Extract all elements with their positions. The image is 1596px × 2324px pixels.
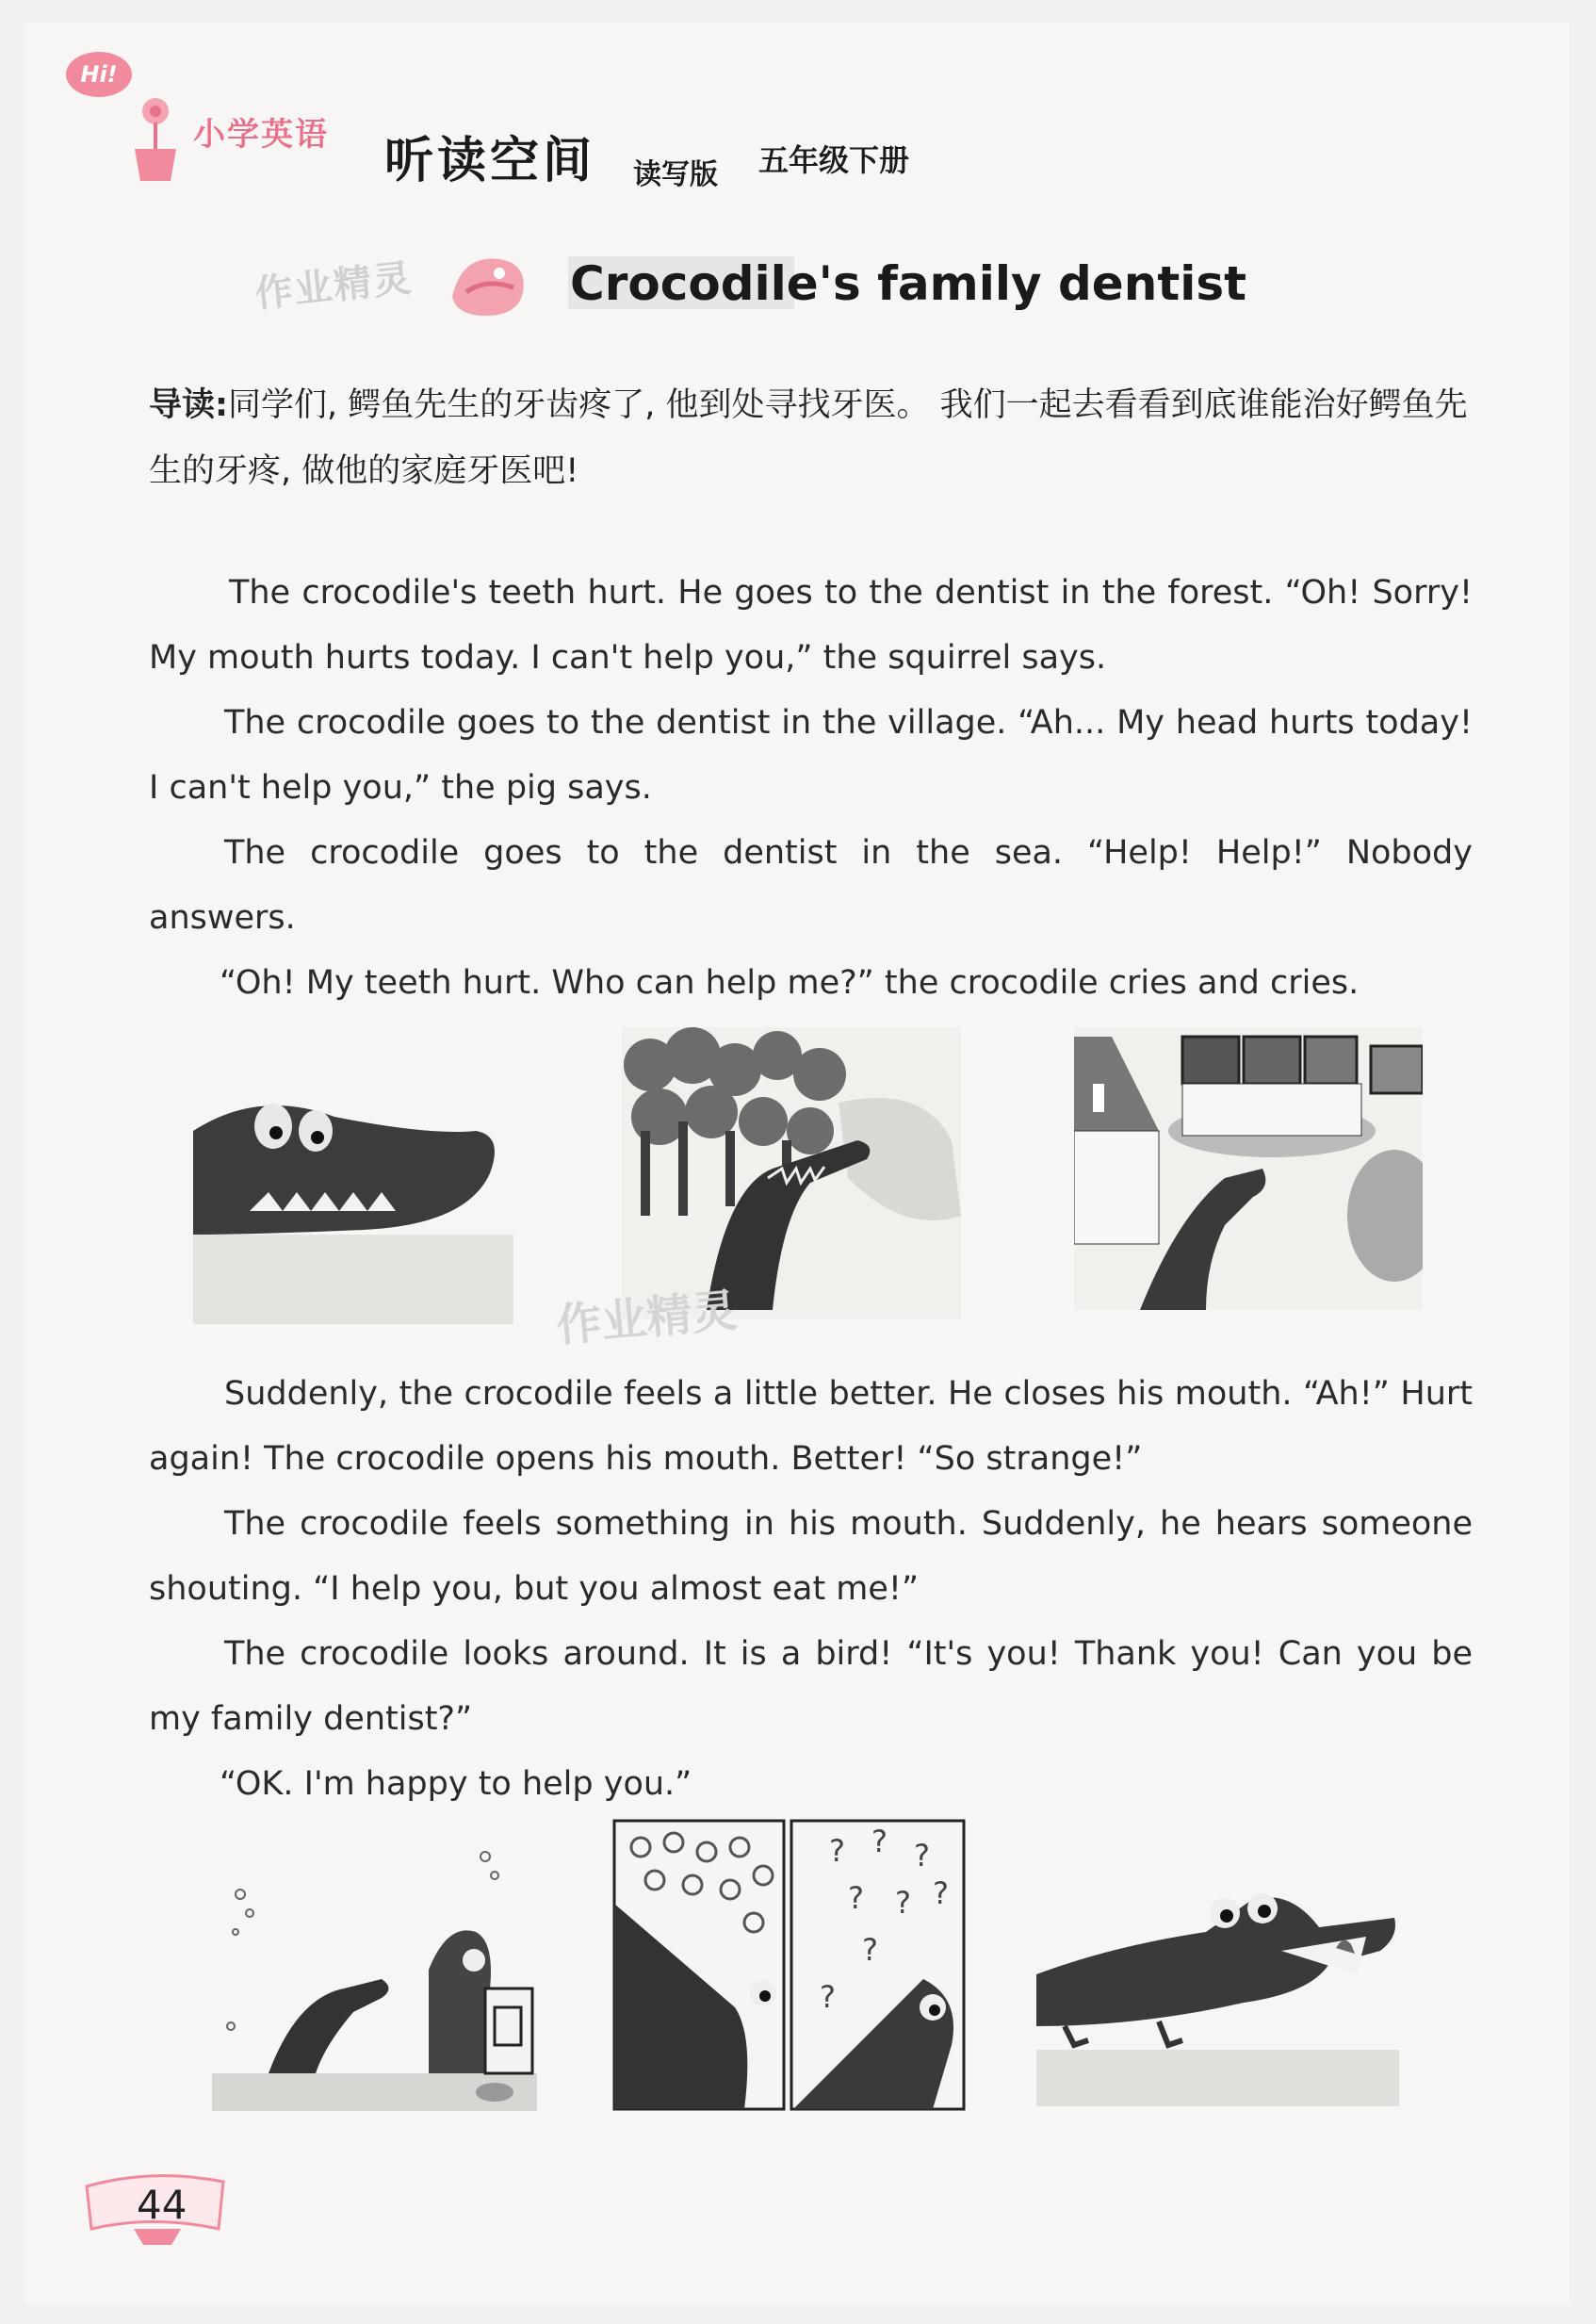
flower-pot-icon xyxy=(127,94,184,184)
svg-text:?: ? xyxy=(862,1932,878,1968)
story-paragraph-5: Suddenly, the crocodile feels a little better. He closes his mouth. “Ah!” Hurt again! The crocodile opens his mouth. Better! “So strange!” xyxy=(149,1375,1473,1478)
svg-text:?: ? xyxy=(895,1885,911,1921)
book-title: 听读空间 xyxy=(384,132,596,189)
svg-text:?: ? xyxy=(914,1838,930,1874)
page-number: 44 xyxy=(137,2182,187,2228)
story-paragraph-7: The crocodile looks around. It is a bird! “It's you! Thank you! Can you be my family dentist?” xyxy=(149,1635,1473,1738)
svg-text:?: ? xyxy=(933,1875,949,1911)
forest-crocodile-illustration xyxy=(622,1027,961,1319)
story-paragraph-3: The crocodile goes to the dentist in the sea. “Help! Help!” Nobody answers. xyxy=(149,834,1473,937)
grade-label: 五年级下册 xyxy=(758,142,910,178)
crocodile-and-bird-illustration xyxy=(1036,1861,1399,2106)
sea-crocodile-illustration xyxy=(212,1828,537,2111)
confused-crocodile-illustration xyxy=(612,1819,966,2111)
svg-text:?: ? xyxy=(829,1833,845,1869)
svg-text:?: ? xyxy=(871,1824,888,1859)
intro-label: 导读: xyxy=(149,386,228,424)
intro-text xyxy=(149,372,1473,504)
series-name: 小学英语 xyxy=(193,116,329,154)
svg-text:?: ? xyxy=(820,1979,836,2015)
crocodile-head-icon xyxy=(443,240,532,325)
watermark-mid: 作业精灵 xyxy=(554,1284,740,1353)
story-paragraph-1: The crocodile's teeth hurt. He goes to the dentist in the forest. “Oh! Sorry! My mouth hurts today. I can't help you,” the squirrel says. xyxy=(149,574,1473,677)
village-crocodile-illustration xyxy=(1074,1027,1423,1310)
story-paragraph-4: “Oh! My teeth hurt. Who can help me?” the crocodile cries and cries. xyxy=(220,964,1360,1002)
edition-label: 读写版 xyxy=(633,158,718,191)
intro-body: 同学们, 鳄鱼先生的牙齿疼了, 他到处寻找牙医。 我们一起去看看到底谁能治好鳄鱼先生的牙疼, 做他的家庭牙医吧! xyxy=(149,386,1468,490)
crocodile-toothache-illustration xyxy=(193,1093,513,1324)
svg-text:?: ? xyxy=(848,1880,864,1916)
hi-badge: Hi! xyxy=(66,52,132,97)
watermark: 作业精灵 xyxy=(252,256,415,317)
story-title: Crocodile's family dentist xyxy=(570,256,1247,311)
story-paragraph-6: The crocodile feels something in his mouth. Suddenly, he hears someone shouting. “I help you, but you almost eat me!” xyxy=(149,1505,1473,1608)
story-paragraph-8: “OK. I'm happy to help you.” xyxy=(220,1765,692,1803)
story-paragraph-2: The crocodile goes to the dentist in the village. “Ah... My head hurts today! I can't help you,” the pig says. xyxy=(149,704,1473,807)
